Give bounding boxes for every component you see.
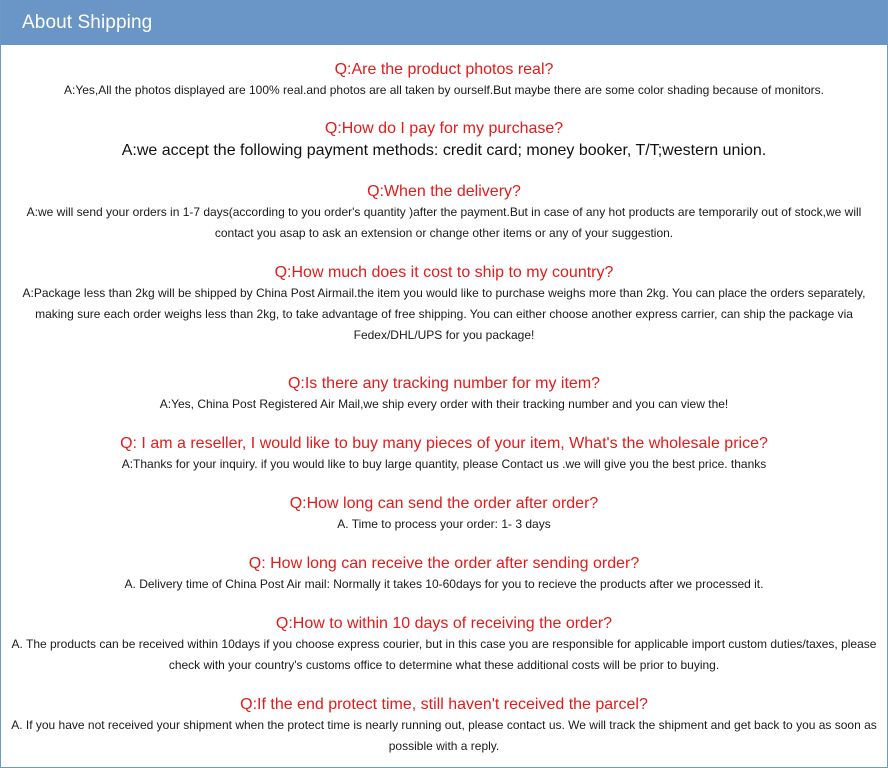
faq-item-protect-time bbox=[5, 695, 883, 757]
faq-item-photos bbox=[5, 60, 883, 101]
faq-answer: A:Yes,All the photos displayed are 100% real.and photos are all taken by ourself.But maybe there are some color shading because of monitors. bbox=[63, 83, 824, 97]
faq-answer: A:Yes, China Post Registered Air Mail,we ship every order with their tracking number and you can view the! bbox=[159, 397, 729, 411]
faq-question: Q:Is there any tracking number for my item? bbox=[287, 375, 601, 392]
faq-item-tracking bbox=[5, 374, 883, 415]
faq-question: Q:When the delivery? bbox=[367, 183, 521, 200]
faq-question: Q: I am a reseller, I would like to buy many pieces of your item, What's the wholesale price? bbox=[120, 435, 768, 452]
faq-item-express bbox=[5, 614, 883, 676]
faq-question: Q:If the end protect time, still haven't received the parcel? bbox=[240, 696, 648, 713]
faq-item-wholesale bbox=[5, 434, 883, 475]
faq-item-payment bbox=[5, 119, 883, 162]
faq-answer: A. Delivery time of China Post Air mail: Normally it takes 10-60days for you to recieve the products after we processed it. bbox=[124, 577, 764, 591]
faq-answer: A:we accept the following payment methods: credit card; money booker, T/T;western union. bbox=[121, 142, 767, 159]
faq-answer: A:we will send your orders in 1-7 days(according to you order's quantity )after the payment.But in case of any hot products are temporarily out of stock,we will contact you asap to ask an extension or change other items or any of your suggestion. bbox=[26, 205, 862, 240]
faq-question: Q: How long can receive the order after sending order? bbox=[248, 555, 640, 572]
faq-item-processing-time bbox=[5, 494, 883, 535]
faq-question: Q:How do I pay for my purchase? bbox=[324, 120, 564, 137]
faq-question: Q:How long can send the order after order? bbox=[289, 495, 599, 512]
faq-answer: A:Package less than 2kg will be shipped by China Post Airmail.the item you would like to purchase weighs more than 2kg. You can place the orders separately, making sure each order weighs less than 2kg, to take advantage of free shipping. You can either choose another express carrier, can ship the package via Fedex/DHL/UPS for you package! bbox=[22, 286, 866, 342]
faq-item-delivery bbox=[5, 182, 883, 244]
faq-item-shipping-cost bbox=[5, 263, 883, 346]
faq-answer: A:Thanks for your inquiry. if you would like to buy large quantity, please Contact us .we will give you the best price. thanks bbox=[121, 457, 767, 471]
panel-header bbox=[1, 0, 887, 45]
faq-question: Q:How to within 10 days of receiving the order? bbox=[275, 615, 613, 632]
faq-answer: A. Time to process your order: 1- 3 days bbox=[337, 517, 551, 531]
faq-question: Q:Are the product photos real? bbox=[334, 61, 554, 78]
faq-item-receive-time bbox=[5, 554, 883, 595]
panel-title: About Shipping bbox=[22, 11, 153, 33]
faq-answer: A. If you have not received your shipment when the protect time is nearly running out, please contact us. We will track the shipment and get back to you as soon as possible with a reply. bbox=[11, 718, 877, 753]
faq-question: Q:How much does it cost to ship to my country? bbox=[274, 264, 614, 281]
faq-answer: A. The products can be received within 10days if you choose express courier, but in this case you are responsible for applicable import custom duties/taxes, please check with your country's customs office to determine what these additional costs will be prior to buying. bbox=[11, 637, 877, 672]
